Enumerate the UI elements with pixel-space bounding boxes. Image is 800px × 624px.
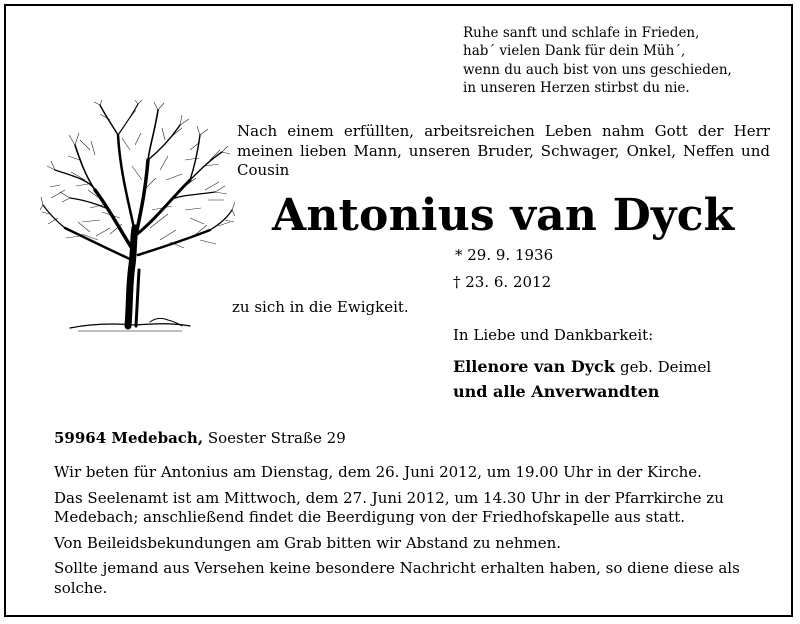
- relatives-line: und alle Anverwandten: [453, 382, 660, 401]
- bare-tree-icon: [40, 100, 235, 335]
- poem-line: in unseren Herzen stirbst du nie.: [463, 80, 690, 97]
- poem-line: wenn du auch bist von uns geschieden,: [463, 61, 732, 78]
- death-date: † 23. 6. 2012: [453, 273, 552, 291]
- address: [54, 429, 346, 447]
- survivor-maiden-name: geb. Deimel: [619, 358, 712, 376]
- note-paragraph: Sollte jemand aus Versehen keine besondere Nachricht erhalten haben, so diene diese als solche.: [54, 559, 740, 597]
- note-paragraph: Wir beten für Antonius am Dienstag, dem 26. Juni 2012, um 19.00 Uhr in der Kirche.: [54, 463, 702, 481]
- eternity-line: zu sich in die Ewigkeit.: [232, 298, 409, 316]
- birth-date: * 29. 9. 1936: [455, 246, 554, 264]
- poem-line: Ruhe sanft und schlafe in Frieden,: [463, 25, 700, 41]
- survivor: [453, 356, 711, 378]
- poem-line: hab´ vielen Dank für dein Müh´,: [463, 43, 686, 60]
- love-line: In Liebe und Dankbarkeit:: [453, 326, 654, 344]
- funeral-notes: [54, 463, 744, 604]
- address-city: 59964 Medebach,: [54, 429, 204, 447]
- note-paragraph: Von Beileidsbekundungen am Grab bitten wir Abstand zu nehmen.: [54, 533, 562, 552]
- intro-text: Nach einem erfüllten, arbeitsreichen Leben nahm Gott der Herr meinen lieben Mann, unseren Bruder, Schwager, Onkel, Neffen und Cousin: [237, 122, 770, 179]
- poem: [463, 24, 732, 98]
- deceased-name: Antonius van Dyck: [272, 190, 735, 241]
- note-paragraph: Das Seelenamt ist am Mittwoch, dem 27. Juni 2012, um 14.30 Uhr in der Pfarrkirche zu Medebach; anschließend findet die Beerdigung von der Friedhofskapelle aus statt.: [54, 488, 724, 526]
- survivor-name: Ellenore van Dyck: [453, 357, 615, 376]
- address-street: Soester Straße 29: [207, 429, 346, 447]
